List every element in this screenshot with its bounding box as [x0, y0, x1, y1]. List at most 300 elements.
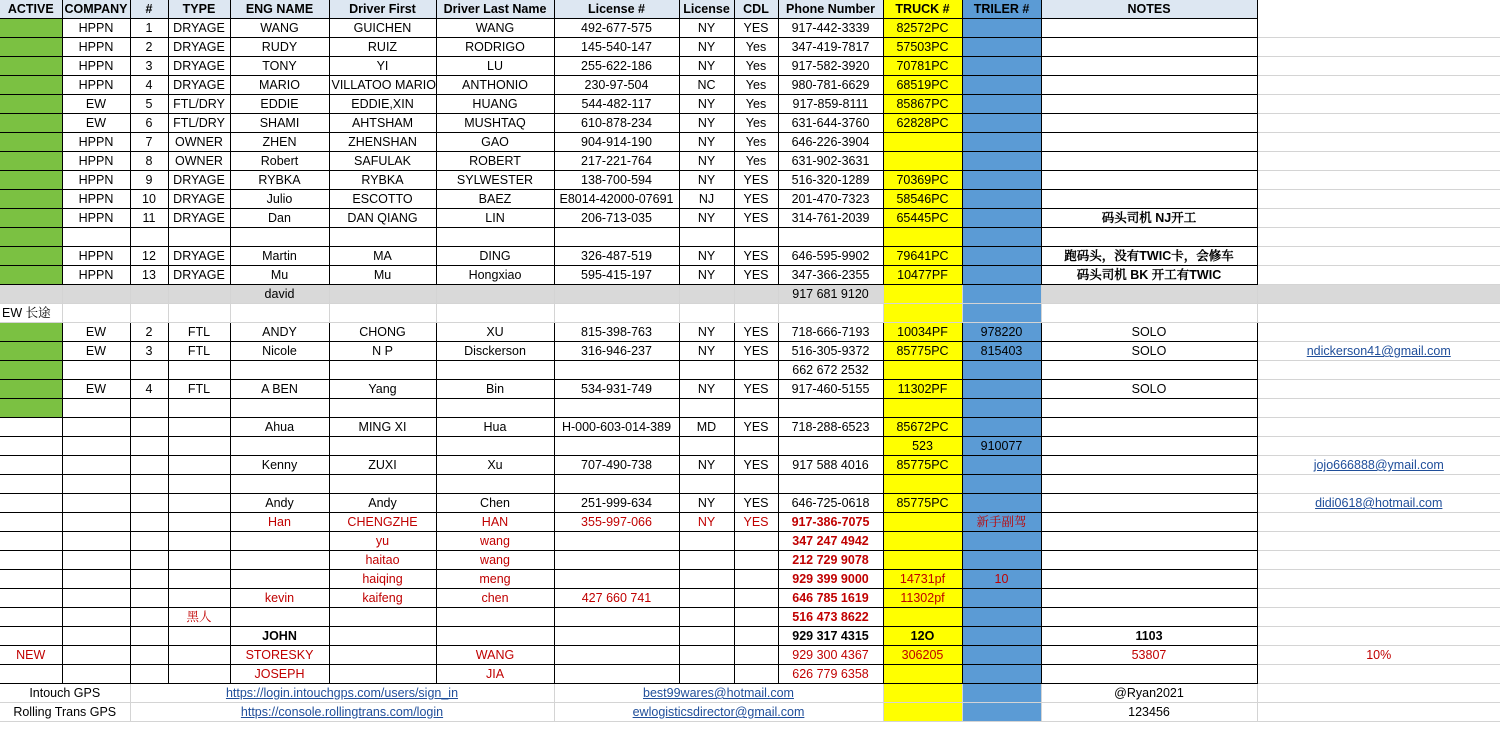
cell-truck[interactable] [883, 513, 962, 532]
cell-first[interactable]: haitao [329, 551, 436, 570]
cell-first[interactable]: ESCOTTO [329, 190, 436, 209]
cell-company[interactable] [62, 627, 130, 646]
cell-state[interactable]: NY [679, 494, 734, 513]
cell-last[interactable]: meng [436, 570, 554, 589]
cell-truck[interactable] [883, 285, 962, 304]
cell-trailer[interactable] [962, 399, 1041, 418]
column-header[interactable]: COMPANY [62, 0, 130, 19]
cell-notes[interactable]: SOLO [1041, 342, 1257, 361]
cell-company[interactable]: EW [62, 95, 130, 114]
cell-extra[interactable] [1257, 152, 1500, 171]
cell-lic[interactable]: 355-997-066 [554, 513, 679, 532]
cell-type[interactable]: DRYAGE [168, 266, 230, 285]
cell-state[interactable]: NY [679, 152, 734, 171]
cell-state[interactable]: NY [679, 114, 734, 133]
cell-cdl[interactable]: Yes [734, 152, 778, 171]
cell-phone[interactable]: 347-366-2355 [778, 266, 883, 285]
cell-lic[interactable]: 206-713-035 [554, 209, 679, 228]
cell-cdl[interactable]: YES [734, 190, 778, 209]
cell-truck[interactable] [883, 532, 962, 551]
cell-truck[interactable] [883, 228, 962, 247]
cell-active[interactable] [0, 342, 62, 361]
cell-truck[interactable]: 85672PC [883, 418, 962, 437]
cell-active[interactable] [0, 475, 62, 494]
cell-trailer[interactable] [962, 266, 1041, 285]
cell-trailer[interactable] [962, 171, 1041, 190]
cell-trailer[interactable] [962, 551, 1041, 570]
cell-cdl[interactable] [734, 475, 778, 494]
cell-first[interactable]: MA [329, 247, 436, 266]
cell-notes[interactable] [1041, 171, 1257, 190]
cell-lic[interactable]: 815-398-763 [554, 323, 679, 342]
cell-last[interactable] [436, 399, 554, 418]
cell-active[interactable] [0, 361, 62, 380]
cell-lic[interactable]: E8014-42000-07691 [554, 190, 679, 209]
cell-num[interactable]: 1 [130, 19, 168, 38]
cell-active[interactable] [0, 323, 62, 342]
cell-num[interactable]: 4 [130, 76, 168, 95]
cell-extra[interactable] [1257, 209, 1500, 228]
cell-num[interactable]: 7 [130, 133, 168, 152]
cell-trailer[interactable] [962, 361, 1041, 380]
cell-extra[interactable] [1257, 475, 1500, 494]
cell-eng[interactable]: TONY [230, 57, 329, 76]
cell-truck[interactable]: 58546PC [883, 190, 962, 209]
cell-first[interactable] [329, 475, 436, 494]
cell-truck[interactable]: 11302pf [883, 589, 962, 608]
cell-company[interactable]: HPPN [62, 152, 130, 171]
cell-last[interactable]: Chen [436, 494, 554, 513]
cell-truck[interactable]: 10034PF [883, 323, 962, 342]
cell-last[interactable]: Xu [436, 456, 554, 475]
cell-type[interactable] [168, 361, 230, 380]
cell-lic[interactable]: 544-482-117 [554, 95, 679, 114]
cell-trailer[interactable]: 新手副驾 [962, 513, 1041, 532]
cell-trailer[interactable] [962, 133, 1041, 152]
cell-notes[interactable] [1041, 76, 1257, 95]
cell-num[interactable]: 3 [130, 342, 168, 361]
cell-company[interactable]: HPPN [62, 171, 130, 190]
cell-company[interactable] [62, 228, 130, 247]
cell-extra[interactable] [1257, 19, 1500, 38]
cell-trailer[interactable] [962, 589, 1041, 608]
cell-state[interactable] [679, 475, 734, 494]
cell-type[interactable] [168, 589, 230, 608]
cell-first[interactable]: CHONG [329, 323, 436, 342]
cell-eng[interactable]: Dan [230, 209, 329, 228]
cell-num[interactable] [130, 608, 168, 627]
cell-first[interactable]: SAFULAK [329, 152, 436, 171]
cell-notes[interactable]: SOLO [1041, 323, 1257, 342]
cell-type[interactable] [168, 646, 230, 665]
cell-lic[interactable] [554, 228, 679, 247]
cell-first[interactable] [329, 285, 436, 304]
cell-truck[interactable]: 82572PC [883, 19, 962, 38]
cell-state[interactable]: NY [679, 95, 734, 114]
cell-trailer[interactable] [962, 114, 1041, 133]
cell-type[interactable]: FTL [168, 380, 230, 399]
cell-eng[interactable]: ANDY [230, 323, 329, 342]
cell-trailer[interactable] [962, 57, 1041, 76]
cell-last[interactable] [436, 437, 554, 456]
cell-first[interactable] [329, 304, 436, 323]
cell-active[interactable]: NEW [0, 646, 62, 665]
cell-notes[interactable] [1041, 418, 1257, 437]
cell-cdl[interactable]: Yes [734, 114, 778, 133]
cell-eng[interactable]: Nicole [230, 342, 329, 361]
cell-cdl[interactable] [734, 589, 778, 608]
column-header[interactable]: TYPE [168, 0, 230, 19]
cell-phone[interactable] [778, 304, 883, 323]
cell-notes[interactable] [1041, 95, 1257, 114]
column-header[interactable]: # [130, 0, 168, 19]
cell-type[interactable] [168, 418, 230, 437]
cell-num[interactable] [130, 589, 168, 608]
cell-num[interactable]: 2 [130, 323, 168, 342]
column-header[interactable]: Driver First [329, 0, 436, 19]
cell-type[interactable]: DRYAGE [168, 76, 230, 95]
cell-notes[interactable] [1041, 152, 1257, 171]
cell-trailer[interactable] [962, 665, 1041, 684]
cell-state[interactable] [679, 285, 734, 304]
cell-first[interactable]: haiqing [329, 570, 436, 589]
cell-active[interactable] [0, 190, 62, 209]
cell-num[interactable]: 4 [130, 380, 168, 399]
cell-lic[interactable]: H-000-603-014-389 [554, 418, 679, 437]
cell-eng[interactable]: Andy [230, 494, 329, 513]
cell-phone[interactable]: 212 729 9078 [778, 551, 883, 570]
cell-num[interactable] [130, 665, 168, 684]
cell-type[interactable] [168, 570, 230, 589]
cell-lic[interactable]: 316-946-237 [554, 342, 679, 361]
cell-phone[interactable]: 347-419-7817 [778, 38, 883, 57]
cell-extra[interactable] [1257, 95, 1500, 114]
cell-eng[interactable] [230, 399, 329, 418]
cell-trailer[interactable] [962, 95, 1041, 114]
cell-active[interactable] [0, 247, 62, 266]
cell-first[interactable]: AHTSHAM [329, 114, 436, 133]
cell-truck[interactable]: 11302PF [883, 380, 962, 399]
cell-phone[interactable]: 917-460-5155 [778, 380, 883, 399]
cell-type[interactable]: 黑人 [168, 608, 230, 627]
cell-num[interactable] [130, 570, 168, 589]
cell-state[interactable]: NY [679, 209, 734, 228]
cell-extra[interactable] [1257, 532, 1500, 551]
cell-notes[interactable] [1041, 589, 1257, 608]
cell-first[interactable]: Yang [329, 380, 436, 399]
cell-company[interactable]: HPPN [62, 133, 130, 152]
column-header[interactable]: ACTIVE [0, 0, 62, 19]
cell-state[interactable]: NY [679, 133, 734, 152]
cell-last[interactable]: Hua [436, 418, 554, 437]
cell-active[interactable] [0, 76, 62, 95]
cell-company[interactable]: EW [62, 380, 130, 399]
cell-extra[interactable] [1257, 437, 1500, 456]
cell-type[interactable]: FTL/DRY [168, 114, 230, 133]
cell-num[interactable]: 3 [130, 57, 168, 76]
cell-last[interactable]: BAEZ [436, 190, 554, 209]
cell-trailer[interactable] [962, 475, 1041, 494]
cell-extra[interactable] [1257, 627, 1500, 646]
email-cell[interactable]: ewlogisticsdirector@gmail.com [554, 703, 883, 722]
cell-type[interactable] [168, 304, 230, 323]
cell-extra[interactable] [1257, 665, 1500, 684]
cell-last[interactable] [436, 608, 554, 627]
cell-last[interactable]: ROBERT [436, 152, 554, 171]
cell-last[interactable]: DING [436, 247, 554, 266]
cell-extra[interactable] [1257, 608, 1500, 627]
cell-extra[interactable] [1257, 323, 1500, 342]
cell-company[interactable] [62, 570, 130, 589]
cell-cdl[interactable]: YES [734, 209, 778, 228]
cell-phone[interactable]: 631-644-3760 [778, 114, 883, 133]
cell-eng[interactable]: Julio [230, 190, 329, 209]
cell-notes[interactable] [1041, 285, 1257, 304]
cell-last[interactable] [436, 475, 554, 494]
cell-lic[interactable]: 492-677-575 [554, 19, 679, 38]
cell-phone[interactable]: 917-442-3339 [778, 19, 883, 38]
column-header[interactable] [1257, 0, 1500, 19]
cell-type[interactable] [168, 285, 230, 304]
cell-company[interactable] [62, 646, 130, 665]
cell-num[interactable] [130, 494, 168, 513]
cell-trailer[interactable] [962, 646, 1041, 665]
cell-trailer[interactable] [962, 494, 1041, 513]
cell-eng[interactable]: ZHEN [230, 133, 329, 152]
cell-first[interactable]: CHENGZHE [329, 513, 436, 532]
cell-cdl[interactable] [734, 399, 778, 418]
cell-active[interactable] [0, 38, 62, 57]
cell-cdl[interactable]: Yes [734, 133, 778, 152]
cell-company[interactable]: HPPN [62, 19, 130, 38]
cell-notes[interactable] [1041, 190, 1257, 209]
cell-type[interactable]: DRYAGE [168, 209, 230, 228]
cell-notes[interactable] [1041, 494, 1257, 513]
cell-first[interactable]: MING XI [329, 418, 436, 437]
cell-type[interactable] [168, 532, 230, 551]
cell-phone[interactable] [778, 437, 883, 456]
cell-first[interactable]: ZUXI [329, 456, 436, 475]
cell-state[interactable]: NC [679, 76, 734, 95]
cell-truck[interactable]: 68519PC [883, 76, 962, 95]
cell-truck[interactable] [883, 152, 962, 171]
cell-truck[interactable]: 85775PC [883, 456, 962, 475]
cell-phone[interactable]: 626 779 6358 [778, 665, 883, 684]
cell-last[interactable]: MUSHTAQ [436, 114, 554, 133]
cell-type[interactable] [168, 228, 230, 247]
cell-active[interactable] [0, 19, 62, 38]
cell-eng[interactable]: Han [230, 513, 329, 532]
cell-notes[interactable] [1041, 19, 1257, 38]
cell-state[interactable]: NY [679, 323, 734, 342]
cell-state[interactable]: MD [679, 418, 734, 437]
cell-state[interactable]: NY [679, 57, 734, 76]
email-link[interactable]: ndickerson41@gmail.com [1257, 342, 1500, 361]
cell-lic[interactable]: 251-999-634 [554, 494, 679, 513]
cell-extra[interactable] [1257, 266, 1500, 285]
cell-num[interactable] [130, 646, 168, 665]
cell-eng[interactable]: RUDY [230, 38, 329, 57]
cell-eng[interactable]: STORESKY [230, 646, 329, 665]
column-header[interactable]: ENG NAME [230, 0, 329, 19]
cell-last[interactable]: XU [436, 323, 554, 342]
cell-state[interactable] [679, 532, 734, 551]
cell-notes[interactable] [1041, 513, 1257, 532]
cell-phone[interactable]: 201-470-7323 [778, 190, 883, 209]
cell-phone[interactable]: 646-725-0618 [778, 494, 883, 513]
cell-cdl[interactable]: Yes [734, 76, 778, 95]
cell-extra[interactable] [1257, 171, 1500, 190]
cell-cdl[interactable] [734, 608, 778, 627]
cell-state[interactable]: NY [679, 513, 734, 532]
cell-truck[interactable]: 62828PC [883, 114, 962, 133]
cell-type[interactable]: DRYAGE [168, 19, 230, 38]
cell-phone[interactable]: 631-902-3631 [778, 152, 883, 171]
cell-lic[interactable]: 326-487-519 [554, 247, 679, 266]
cell-phone[interactable]: 646 785 1619 [778, 589, 883, 608]
cell-active[interactable] [0, 285, 62, 304]
cell-eng[interactable]: david [230, 285, 329, 304]
cell-state[interactable] [679, 589, 734, 608]
cell-phone[interactable]: 516 473 8622 [778, 608, 883, 627]
cell-first[interactable] [329, 646, 436, 665]
cell-state[interactable] [679, 627, 734, 646]
cell-active[interactable] [0, 570, 62, 589]
cell-company[interactable] [62, 418, 130, 437]
cell-last[interactable]: LIN [436, 209, 554, 228]
cell-state[interactable] [679, 551, 734, 570]
cell-truck[interactable] [883, 551, 962, 570]
cell-truck[interactable]: 523 [883, 437, 962, 456]
cell-truck[interactable]: 85867PC [883, 95, 962, 114]
cell-cdl[interactable] [734, 646, 778, 665]
cell-extra[interactable] [1257, 551, 1500, 570]
cell-active[interactable] [0, 551, 62, 570]
cell-type[interactable]: DRYAGE [168, 247, 230, 266]
column-header[interactable]: CDL [734, 0, 778, 19]
cell-cdl[interactable]: YES [734, 342, 778, 361]
cell-lic[interactable] [554, 437, 679, 456]
cell-extra[interactable] [1257, 228, 1500, 247]
cell-phone[interactable]: 929 317 4315 [778, 627, 883, 646]
cell-lic[interactable] [554, 627, 679, 646]
cell-last[interactable]: WANG [436, 646, 554, 665]
cell-state[interactable]: NY [679, 247, 734, 266]
cell-num[interactable] [130, 437, 168, 456]
cell-company[interactable]: HPPN [62, 76, 130, 95]
cell-eng[interactable]: Mu [230, 266, 329, 285]
cell-trailer[interactable] [962, 190, 1041, 209]
cell-phone[interactable] [778, 399, 883, 418]
cell-truck[interactable]: 14731pf [883, 570, 962, 589]
cell-last[interactable]: HAN [436, 513, 554, 532]
cell-num[interactable]: 10 [130, 190, 168, 209]
cell-trailer[interactable]: 10 [962, 570, 1041, 589]
cell-phone[interactable]: 980-781-6629 [778, 76, 883, 95]
cell-num[interactable] [130, 418, 168, 437]
cell-notes[interactable]: 码头司机 NJ开工 [1041, 209, 1257, 228]
cell-active[interactable] [0, 133, 62, 152]
cell-trailer[interactable] [962, 285, 1041, 304]
cell-lic[interactable]: 534-931-749 [554, 380, 679, 399]
cell-extra[interactable] [1257, 304, 1500, 323]
cell-active[interactable] [0, 494, 62, 513]
cell-active[interactable] [0, 589, 62, 608]
cell-cdl[interactable]: YES [734, 456, 778, 475]
cell-notes[interactable] [1041, 456, 1257, 475]
cell-active[interactable] [0, 627, 62, 646]
cell-extra[interactable] [1257, 418, 1500, 437]
cell-first[interactable]: YI [329, 57, 436, 76]
cell-notes[interactable]: 53807 [1041, 646, 1257, 665]
cell-last[interactable] [436, 361, 554, 380]
cell-eng[interactable]: JOHN [230, 627, 329, 646]
cell-eng[interactable]: SHAMI [230, 114, 329, 133]
cell-active[interactable] [0, 152, 62, 171]
cell-extra[interactable] [1257, 570, 1500, 589]
cell-first[interactable] [329, 627, 436, 646]
cell-notes[interactable] [1041, 38, 1257, 57]
cell-lic[interactable] [554, 475, 679, 494]
cell-truck[interactable] [883, 665, 962, 684]
cell-eng[interactable]: RYBKA [230, 171, 329, 190]
cell-active[interactable] [0, 665, 62, 684]
cell-first[interactable]: ZHENSHAN [329, 133, 436, 152]
cell-notes[interactable]: SOLO [1041, 380, 1257, 399]
cell-lic[interactable] [554, 399, 679, 418]
cell-lic[interactable]: 904-914-190 [554, 133, 679, 152]
cell-num[interactable]: 8 [130, 152, 168, 171]
cell-active[interactable] [0, 608, 62, 627]
cell-last[interactable]: SYLWESTER [436, 171, 554, 190]
cell-first[interactable]: N P [329, 342, 436, 361]
cell-first[interactable]: DAN QIANG [329, 209, 436, 228]
cell-trailer[interactable] [962, 209, 1041, 228]
cell-last[interactable]: JIA [436, 665, 554, 684]
cell-eng[interactable]: WANG [230, 19, 329, 38]
cell-trailer[interactable]: 978220 [962, 323, 1041, 342]
cell-num[interactable] [130, 456, 168, 475]
cell-notes[interactable]: 码头司机 BK 开工有TWIC [1041, 266, 1257, 285]
cell-truck[interactable] [883, 475, 962, 494]
cell-trailer[interactable] [962, 247, 1041, 266]
cell-cdl[interactable] [734, 627, 778, 646]
cell-company[interactable] [62, 513, 130, 532]
cell-company[interactable] [62, 399, 130, 418]
cell-company[interactable]: HPPN [62, 190, 130, 209]
cell-type[interactable] [168, 551, 230, 570]
cell-first[interactable] [329, 361, 436, 380]
cell-company[interactable]: HPPN [62, 57, 130, 76]
cell-extra[interactable] [1257, 133, 1500, 152]
cell-active[interactable] [0, 418, 62, 437]
cell-eng[interactable]: Robert [230, 152, 329, 171]
cell-first[interactable] [329, 665, 436, 684]
cell-truck[interactable] [883, 608, 962, 627]
cell-first[interactable]: GUICHEN [329, 19, 436, 38]
cell-trailer[interactable] [962, 304, 1041, 323]
cell-lic[interactable] [554, 551, 679, 570]
cell-cdl[interactable] [734, 570, 778, 589]
cell-num[interactable] [130, 627, 168, 646]
cell-extra[interactable] [1257, 399, 1500, 418]
cell-notes[interactable] [1041, 361, 1257, 380]
cell-eng[interactable] [230, 228, 329, 247]
cell-eng[interactable] [230, 532, 329, 551]
cell-notes[interactable] [1041, 399, 1257, 418]
cell-extra[interactable] [1257, 76, 1500, 95]
cell-num[interactable] [130, 304, 168, 323]
